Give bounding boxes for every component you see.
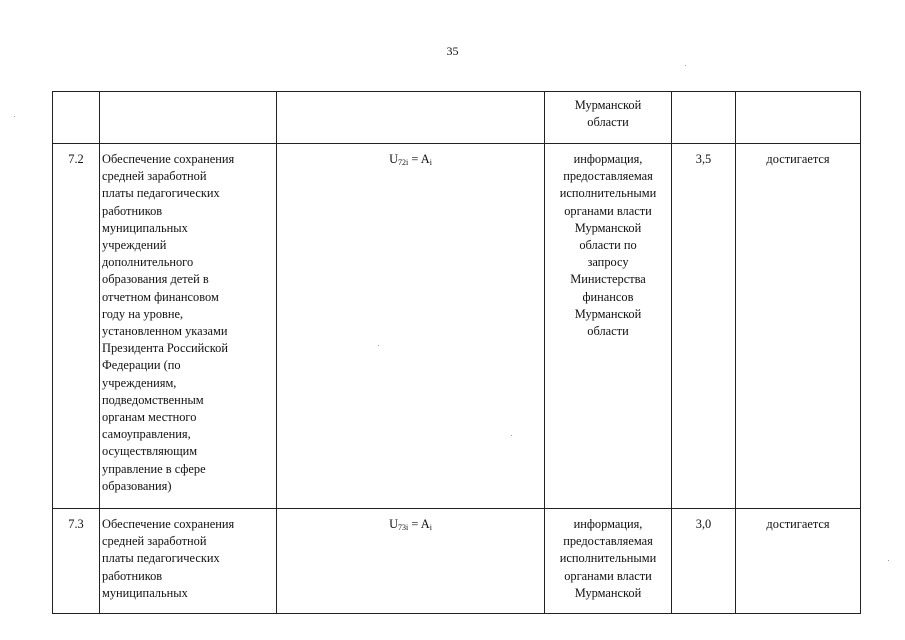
description-line: году на уровне, — [102, 306, 184, 321]
table-row — [53, 509, 861, 614]
scan-speck — [511, 435, 512, 436]
formula: $U_{73i} = A_i$ — [389, 517, 432, 532]
description-line: самоуправления, — [102, 427, 191, 442]
source-line: финансов — [582, 289, 634, 304]
source-line: предоставляемая — [563, 169, 653, 184]
description-line: установленном указами — [102, 324, 228, 339]
source-line: информация, — [573, 517, 643, 531]
source-line: запросу — [587, 255, 629, 270]
weight-cell: 3,5 — [672, 144, 736, 509]
description-line: работников — [102, 568, 163, 583]
formula: $U_{72i} = A_i$ — [389, 152, 432, 167]
description-line: образования) — [102, 478, 172, 493]
source-line: исполнительными — [559, 186, 657, 201]
indicators-table — [52, 91, 861, 614]
description-line: подведомственным — [102, 392, 204, 407]
source-line: области — [587, 324, 629, 339]
description-line: муниципальных — [102, 585, 188, 600]
description-line: образования детей в — [102, 272, 209, 287]
description-line: средней заработной — [102, 534, 207, 549]
source-cell — [545, 144, 672, 509]
description-line: учреждений — [102, 238, 167, 253]
description-line: дополнительного — [102, 255, 194, 270]
weight-cell — [672, 92, 736, 144]
scan-speck — [14, 116, 15, 117]
weight-cell: 3,0 — [672, 509, 736, 614]
description-line: осуществляющим — [102, 444, 198, 459]
row-number-cell — [53, 92, 100, 144]
status-cell — [736, 92, 861, 144]
scan-speck — [378, 345, 379, 346]
source-line: органами власти — [564, 568, 652, 583]
source-line: исполнительными — [559, 551, 657, 566]
source-line: области — [587, 115, 629, 130]
scan-speck — [888, 560, 889, 561]
status-cell: достигается — [736, 144, 861, 509]
formula-cell — [277, 144, 545, 509]
description-line: Обеспечение сохранения — [102, 517, 235, 531]
source-line: Мурманской — [574, 98, 642, 112]
source-line: Мурманской — [574, 306, 642, 321]
row-number-cell: 7.3 — [53, 509, 100, 614]
source-line: информация, — [573, 152, 643, 166]
description-line: средней заработной — [102, 169, 207, 184]
source-line: Мурманской — [574, 585, 642, 600]
source-line: Мурманской — [574, 220, 642, 235]
scan-speck — [685, 65, 686, 66]
description-line: Федерации (по — [102, 358, 181, 373]
description-line: работников — [102, 203, 163, 218]
description-line: отчетном финансовом — [102, 289, 219, 304]
formula-cell — [277, 509, 545, 614]
description-line: платы педагогических — [102, 551, 220, 566]
formula-cell — [277, 92, 545, 144]
source-cell — [545, 509, 672, 614]
description-cell — [100, 144, 277, 509]
description-cell — [100, 509, 277, 614]
table-row — [53, 144, 861, 509]
source-line: области по — [579, 238, 637, 253]
table-row — [53, 92, 861, 144]
description-cell — [100, 92, 277, 144]
source-line: Министерства — [570, 272, 646, 287]
source-line: предоставляемая — [563, 534, 653, 549]
row-number-cell: 7.2 — [53, 144, 100, 509]
description-line: Обеспечение сохранения — [102, 152, 235, 166]
description-line: платы педагогических — [102, 186, 220, 201]
description-line: учреждениям, — [102, 375, 177, 390]
source-line: органами власти — [564, 203, 652, 218]
source-cell — [545, 92, 672, 144]
description-line: Президента Российской — [102, 341, 228, 356]
status-cell: достигается — [736, 509, 861, 614]
page-number: 35 — [446, 44, 459, 58]
description-line: органам местного — [102, 410, 197, 425]
description-line: муниципальных — [102, 220, 188, 235]
description-line: управление в сфере — [102, 461, 206, 476]
